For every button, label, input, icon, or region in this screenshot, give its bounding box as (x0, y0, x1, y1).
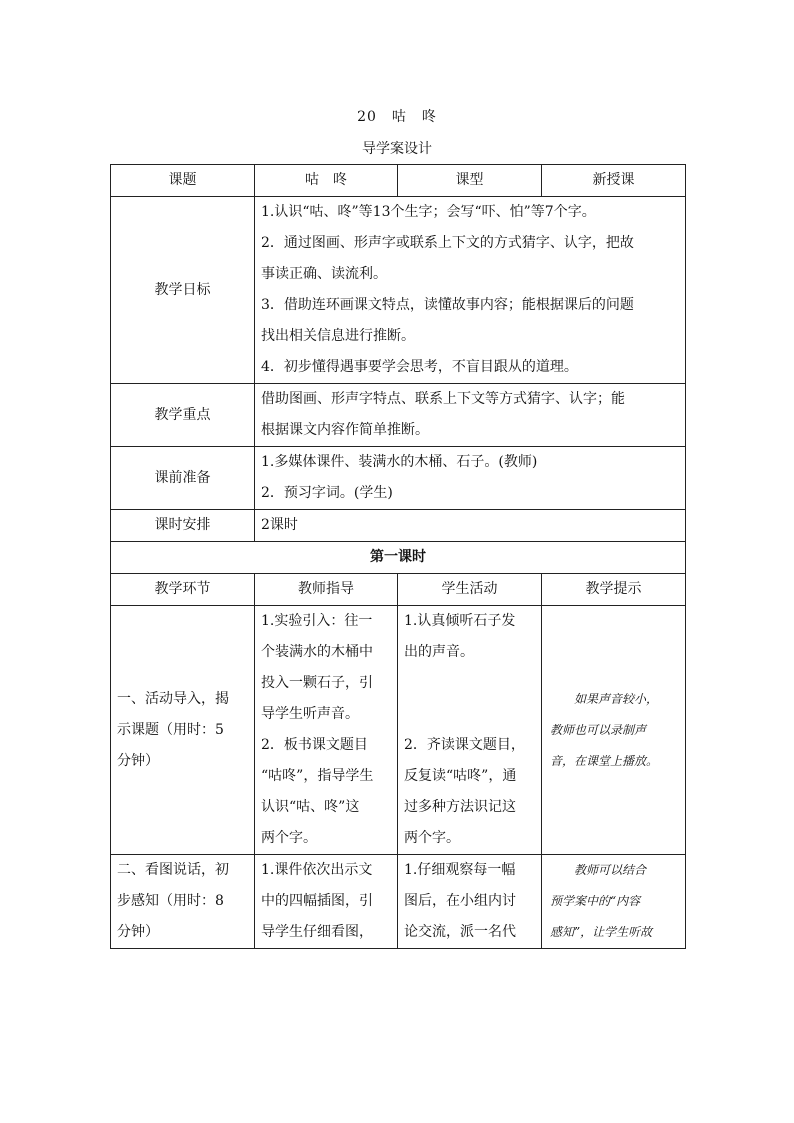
goal-line: 1.认识“咕、咚”等13个生字；会写“吓、怕”等7个字。 (261, 204, 596, 220)
teacher-line: 两个字。 (261, 830, 317, 846)
goal-line: 3．借助连环画课文特点，读懂故事内容；能根据课后的问题 (261, 297, 634, 313)
student-cell (398, 606, 542, 855)
section-title: 第一课时 (111, 542, 686, 574)
key-point-line: 根据课文内容作简单推断。 (261, 422, 429, 438)
topic-value: 咕 咚 (255, 165, 398, 197)
document-subtitle: 导学案设计 (362, 141, 432, 157)
teacher-line: 投入一颗石子，引 (261, 675, 373, 691)
stage-cell (111, 606, 255, 855)
goal-line: 找出相关信息进行推断。 (261, 328, 415, 344)
spacer (404, 668, 535, 699)
goal-line: 2．通过图画、形声字或联系上下文的方式猜字、认字，把故 (261, 235, 634, 251)
lesson-type-label: 课型 (398, 165, 542, 197)
hint-line: 音，在课堂上播放。 (550, 753, 659, 768)
goal-line: 事读正确、读流利。 (261, 266, 387, 282)
hint-cell (542, 606, 686, 855)
stage-line: 分钟） (117, 752, 159, 769)
student-line: 论交流，派一名代 (404, 924, 516, 940)
student-line: 过多种方法识记这 (404, 799, 516, 815)
preparation-content (255, 447, 686, 510)
teacher-line: 中的四幅插图，引 (261, 893, 373, 909)
hint-cell (542, 855, 686, 949)
key-points-content (255, 384, 686, 447)
goals-row (111, 197, 686, 384)
teacher-line: 1.课件依次出示文 (261, 862, 373, 878)
schedule-value: 2课时 (255, 510, 686, 542)
schedule-row (111, 510, 686, 542)
table-row (111, 855, 686, 949)
stage-line: 步感知（用时：8 (117, 893, 224, 909)
preparation-line: 2．预习字词。(学生) (261, 485, 393, 501)
student-line: 2．齐读课文题目， (404, 737, 525, 753)
stage-cell (111, 855, 255, 949)
document-title: 20 咕 咚 (357, 109, 437, 125)
student-line: 两个字。 (404, 830, 460, 846)
hint-line: 预学案中的“内容 (550, 894, 641, 908)
goals-label: 教学日标 (111, 197, 255, 384)
column-header-row (111, 574, 686, 606)
preparation-row (111, 447, 686, 510)
stage-line: 一、活动导入，揭 (117, 690, 229, 707)
stage-line: 示课题（用时：5 (117, 721, 224, 738)
key-points-row (111, 384, 686, 447)
student-line: 图后，在小组内讨 (404, 893, 516, 909)
hint-line: 教师可以结合 (574, 863, 647, 877)
column-header-stage: 教学环节 (111, 574, 255, 606)
topic-label: 课题 (111, 165, 255, 197)
header-row (111, 165, 686, 197)
hint-line: 感知”，让学生听故 (550, 925, 653, 939)
stage-line: 分钟） (117, 924, 159, 940)
student-cell (398, 855, 542, 949)
teacher-cell (255, 606, 398, 855)
key-point-line: 借助图画、形声字特点、联系上下文等方式猜字、认字；能 (261, 391, 625, 407)
hint-line: 如果声音较小， (574, 691, 659, 706)
spacer (404, 699, 535, 730)
key-points-label: 教学重点 (111, 384, 255, 447)
teacher-line: 1.实验引入：往一 (261, 613, 373, 629)
teacher-line: 导学生听声音。 (261, 706, 359, 722)
teacher-line: “咕咚”，指导学生 (261, 768, 374, 784)
student-line: 1.仔细观察每一幅 (404, 862, 516, 878)
preparation-label: 课前准备 (111, 447, 255, 510)
stage-line: 二、看图说话，初 (117, 862, 229, 878)
teacher-cell (255, 855, 398, 949)
teacher-line: 2．板书课文题目 (261, 737, 368, 753)
student-line: 出的声音。 (404, 644, 474, 660)
hint-line: 教师也可以录制声 (550, 722, 647, 737)
teacher-line: 导学生仔细看图， (261, 924, 373, 940)
goals-content (255, 197, 686, 384)
column-header-teacher: 教师指导 (255, 574, 398, 606)
lesson-plan-table (110, 164, 686, 949)
column-header-hint: 教学提示 (542, 574, 686, 606)
student-line: 反复读“咕咚”，通 (404, 768, 517, 784)
column-header-student: 学生活动 (398, 574, 542, 606)
section-row (111, 542, 686, 574)
preparation-line: 1.多媒体课件、装满水的木桶、石子。(教师) (261, 454, 538, 470)
teacher-line: 认识“咕、咚”这 (261, 799, 360, 815)
goal-line: 4．初步懂得遇事要学会思考，不盲目跟从的道理。 (261, 359, 578, 375)
schedule-label: 课时安排 (111, 510, 255, 542)
student-line: 1.认真倾听石子发 (404, 613, 516, 629)
table-row (111, 606, 686, 855)
teacher-line: 个装满水的木桶中 (261, 644, 373, 660)
lesson-type-value: 新授课 (542, 165, 686, 197)
